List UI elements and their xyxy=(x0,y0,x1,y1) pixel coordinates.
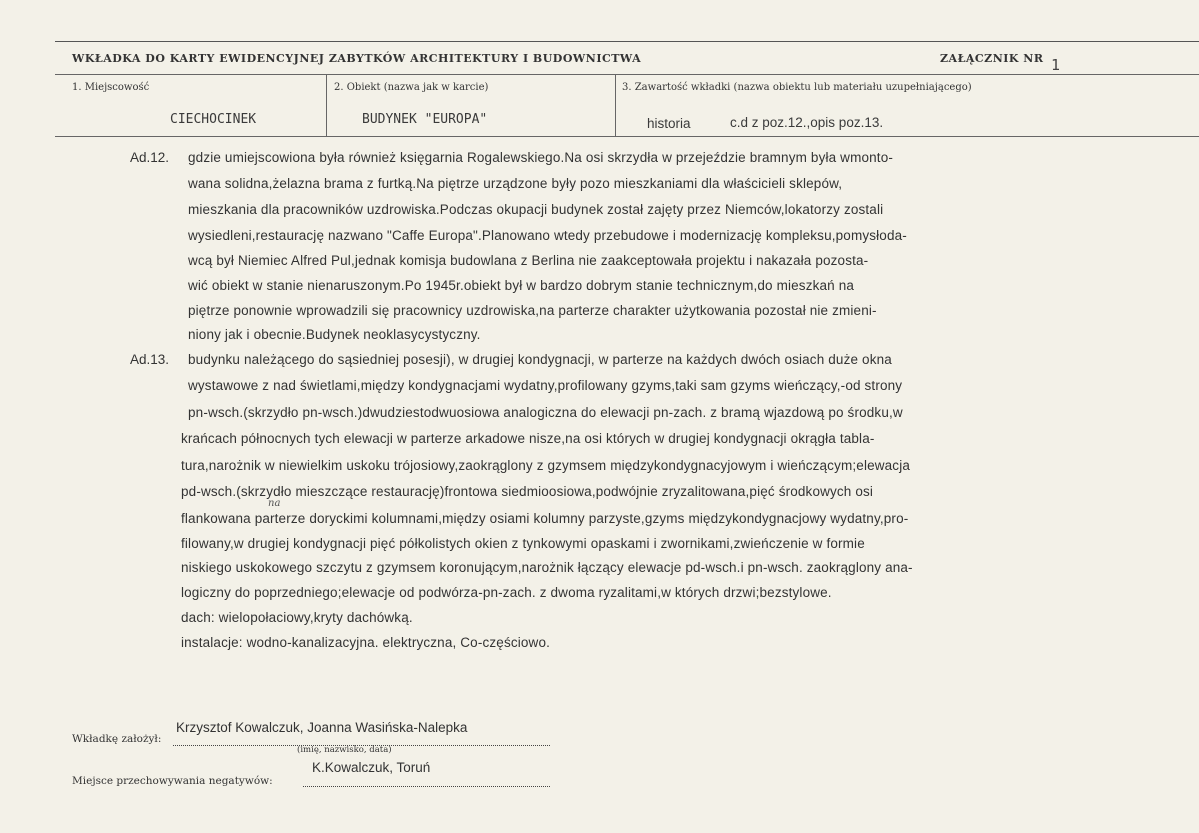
header-divider xyxy=(55,74,1199,75)
section-13-line: dach: wielopołaciowy,kryty dachówką. xyxy=(181,610,413,625)
handwritten-insertion: na xyxy=(268,498,281,509)
section-12-label: Ad.12. xyxy=(130,150,170,165)
section-12-line: wysiedleni,restaurację nazwano "Caffe Europa".Planowano wtedy przebudowe i modernizację kompleksu,pomysłoda- xyxy=(188,228,907,243)
section-12-line: gdzie umiejscowiona była również księgarnia Rogalewskiego.Na osi skrzydła w przejeździe bramnym była wmonto- xyxy=(188,150,893,165)
section-13-line: krańcach północnych tych elewacji w parterze arkadowe nisze,na osi których w drugiej kondygnacji okrągła tabla- xyxy=(181,431,875,446)
column-separator-1 xyxy=(326,74,327,136)
storage-value: K.Kowalczuk, Toruń xyxy=(312,760,431,775)
section-13-label: Ad.13. xyxy=(130,352,170,367)
section-12-line: wić obiekt w stanie nienaruszonym.Po 1945r.obiekt był w bardzo dobrym stanie technicznym,do mieszkań na xyxy=(188,278,855,293)
column-separator-2 xyxy=(615,74,616,136)
founder-label: Wkładkę założył: xyxy=(72,733,162,745)
section-12-line: piętrze ponownie wprowadzili się pracownicy uzdrowiska,na parterze charakter użytkowania pozostał nie zmieni- xyxy=(188,303,877,318)
section-12-line: mieszkania dla pracowników uzdrowiska.Podczas okupacji budynek został zajęty przez Niemców,lokatorzy zostali xyxy=(188,202,884,217)
section-13-line: tura,narożnik w niewielkim uskoku trójosiowy,zaokrąglony z gzymsem międzykondygnacyjowym i wieńczącym;elewacja xyxy=(181,458,911,473)
card-title: WKŁADKA DO KARTY EWIDENCYJNEJ ZABYTKÓW ARCHITEKTURY I BUDOWNICTWA xyxy=(72,52,642,65)
section-13-line: pn-wsch.(skrzydło pn-wsch.)dwudziestodwuosiowa analogiczna do elewacji pn-zach. z bramą wjazdową po środku,w xyxy=(188,405,903,420)
attachment-label: ZAŁĄCZNIK NR xyxy=(940,52,1044,65)
contents-label: 3. Zawartość wkładki (nazwa obiektu lub materiału uzupełniającego) xyxy=(622,82,972,93)
section-12-line: niony jak i obecnie.Budynek neoklasycystyczny. xyxy=(188,327,481,342)
section-13-line: pd-wsch.(skrzydło mieszczące restaurację)frontowa siedmioosiowa,podwójnie zryzalitowana,pięć środkowych osi xyxy=(181,484,874,499)
section-13-line: instalacje: wodno-kanalizacyjna. elektryczna, Co-częściowo. xyxy=(181,635,551,650)
section-12-line: wana solidna,żelazna brama z furtką.Na piętrze urządzone były pozo mieszkaniami dla właścicieli sklepów, xyxy=(188,176,843,191)
section-13-line: filowany,w drugiej kondygnacji pięć półkolistych okien z tynkowymi opaskami i zwornikami,zwieńczenie w formie xyxy=(181,536,865,551)
top-rule xyxy=(55,41,1199,42)
contents-value-detail: c.d z poz.12.,opis poz.13. xyxy=(730,115,884,130)
object-value: BUDYNEK "EUROPA" xyxy=(362,112,488,127)
locality-label: 1. Miejscowość xyxy=(72,82,150,93)
section-13-line: logiczny do poprzedniego;elewacje od podwórza-pn-zach. z dwoma ryzalitami,w których drzwi;bezstylowe. xyxy=(181,585,832,600)
storage-label: Miejsce przechowywania negatywów: xyxy=(72,775,273,787)
founder-value: Krzysztof Kowalczuk, Joanna Wasińska-Nalepka xyxy=(176,720,468,735)
locality-value: CIECHOCINEK xyxy=(170,112,257,127)
section-13-line: wystawowe z nad świetlami,między kondygnacjami wydatny,profilowany gzyms,taki sam gzyms wieńczący,-od strony xyxy=(188,378,903,393)
attachment-number: 1 xyxy=(1051,56,1061,74)
contents-value-history: historia xyxy=(647,116,691,131)
columns-divider xyxy=(55,136,1199,137)
section-13-line: flankowana parterze doryckimi kolumnami,między osiami kolumny parzyste,gzyms międzykondygnacjowy wydatny,pro- xyxy=(181,511,909,526)
storage-line xyxy=(303,786,550,787)
object-label: 2. Obiekt (nazwa jak w karcie) xyxy=(334,82,489,93)
section-13-line: niskiego uskokowego szczytu z gzymsem koronującym,narożnik łączący elewacje pd-wsch.i pn-wsch. zaokrąglony ana- xyxy=(181,560,913,575)
section-13-line: budynku należącego do sąsiedniej posesji), w drugiej kondygnacji, w parterze na każdych dwóch osiach duże okna xyxy=(188,352,892,367)
founder-caption: (imię, nazwisko, data) xyxy=(297,745,392,755)
section-12-line: wcą był Niemiec Alfred Pul,jednak komisja budowlana z Berlina nie zaakceptowała projektu i nakazała pozosta- xyxy=(188,253,869,268)
